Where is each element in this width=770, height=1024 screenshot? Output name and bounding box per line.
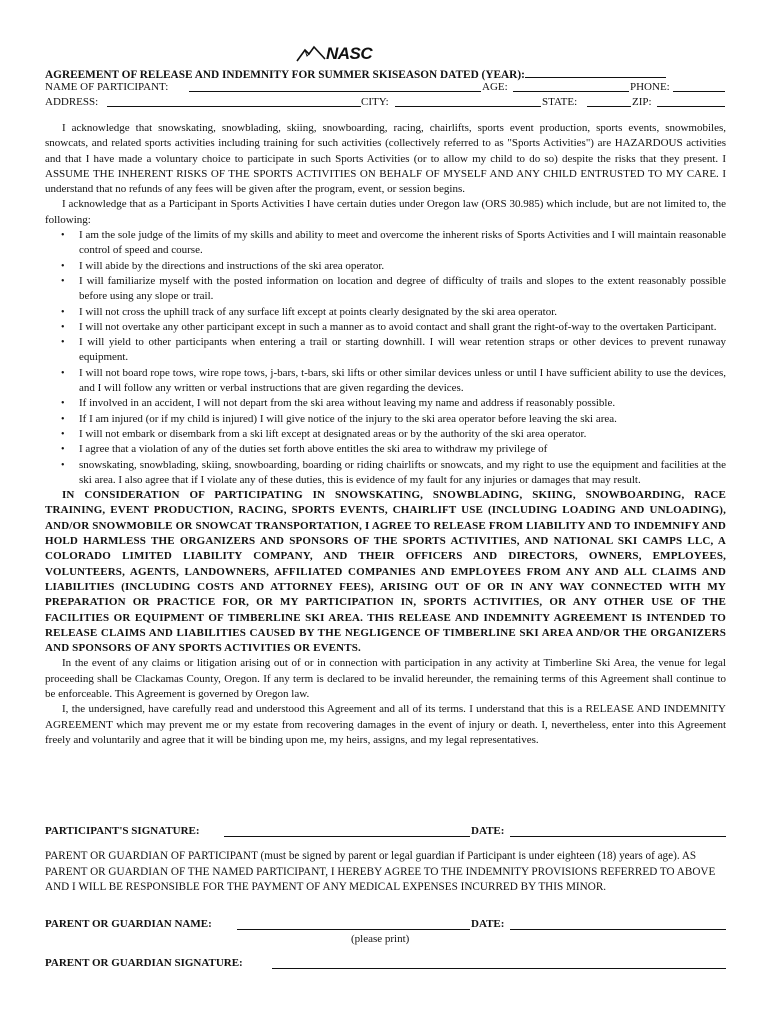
age-label: AGE: xyxy=(482,81,508,93)
agreement-body xyxy=(45,121,726,748)
list-item: • If involved in an accident, I will not depart from the ski area without leaving my name and address if reasonably possible. xyxy=(45,396,726,411)
list-item: • I will yield to other participants when entering a trail or starting downhill. I will wear retention straps or other devices to prevent runaway equipment. xyxy=(45,335,726,366)
list-item: • I will not embark or disembark from a ski lift except at designated areas or by the authority of the ski area operator. xyxy=(45,427,726,442)
list-item: • I will not overtake any other participant except in such a manner as to avoid contact and shall grant the right-of-way to the overtaken Participant. xyxy=(45,320,726,335)
phone-label: PHONE: xyxy=(630,81,670,93)
guardian-date-field[interactable] xyxy=(510,929,726,930)
list-item: • snowskating, snowblading, skiing, snowboarding, boarding or riding chairlifts or snowcats, and my right to use the equipment and facilities at the ski area. I also agree that if I violate any of these duties, this is evidence of my fault for any injuries or damages that may result. xyxy=(45,458,726,489)
state-field[interactable] xyxy=(587,95,631,107)
state-label: STATE: xyxy=(542,96,578,108)
guardian-signature-label: PARENT OR GUARDIAN SIGNATURE: xyxy=(45,957,243,969)
guardian-paragraph: PARENT OR GUARDIAN OF PARTICIPANT (must be signed by parent or legal guardian if Participant is under eighteen (18) years of age). AS PARENT OR GUARDIAN OF THE NAMED PARTICIPANT, I HEREBY AGREE TO THE INDEMNITY PROVISIONS REFERRED TO ABOVE AND I WILL BE RESPONSIBLE FOR THE PAYMENT OF ANY MEDICAL EXPENSES INCURRED BY THIS MINOR. xyxy=(45,850,716,893)
list-item: • I will abide by the directions and instructions of the ski area operator. xyxy=(45,259,726,274)
please-print-hint: (please print) xyxy=(351,933,410,945)
guardian-name-field[interactable] xyxy=(237,929,470,930)
name-label: NAME OF PARTICIPANT: xyxy=(45,81,169,93)
name-field[interactable] xyxy=(189,80,481,92)
duties-intro-paragraph: I acknowledge that as a Participant in Sports Activities I have certain duties under Oregon law (ORS 30.985) which include, but are not limited to, the following: xyxy=(45,198,726,226)
list-item: • I will familiarize myself with the posted information on location and degree of difficulty of trails and slopes to the extent reasonably possible before using any slope or trail. xyxy=(45,274,726,305)
acknowledgement-paragraph: I, the undersigned, have carefully read and understood this Agreement and all of its terms. I understand that this is a RELEASE AND INDEMNITY AGREEMENT which may prevent me or my estate from recovering damages in the event of injury or death. I, nevertheless, enter into this Agreement freely and voluntarily and agree that it will be binding upon me, my heirs, assigns, and my legal representatives. xyxy=(45,703,726,746)
phone-field[interactable] xyxy=(673,80,725,92)
venue-paragraph: In the event of any claims or litigation arising out of or in connection with participation in any activity at Timberline Ski Area, the venue for legal proceeding shall be Clackamas County, Oregon. If any term is declared to be invalid hereunder, the remaining terms of this Agreement shall continue to be enforceable. This Agreement is governed by Oregon law. xyxy=(45,657,726,700)
guardian-name-label: PARENT OR GUARDIAN NAME: xyxy=(45,918,212,930)
address-field[interactable] xyxy=(107,95,361,107)
list-item: • If I am injured (or if my child is injured) I will give notice of the injury to the ski area operator before leaving the ski area. xyxy=(45,412,726,427)
release-clause-paragraph: IN CONSIDERATION OF PARTICIPATING IN SNOWSKATING, SNOWBLADING, SKIING, SNOWBOARDING, RACE TRAINING, EVENT PRODUCTION, RACING, SPORTS EVENTS, CHAIRLIFT USE (INCLUDING LOADING AND UNLOADING), AND/OR SNOWMOBILE OR SNOWCAT TRANSPORTATION, I AGREE TO RELEASE FROM LIABILITY AND TO INDEMNIFY AND HOLD HARMLESS THE ORGANIZERS AND SPONSORS OF THE SPORTS ACTIVITIES, AND NATIONAL SKI CAMPS LLC, A COLORADO LIMITED LIABILITY COMPANY, AND THEIR OFFICERS AND DIRECTORS, OWNERS, EMPLOYEES, VOLUNTEERS, AGENTS, LANDOWNERS, AFFILIATED COMPANIES AND EMPLOYEES FROM ANY AND ALL CLAIMS AND LIABILITIES (INCLUDING COSTS AND ATTORNEY FEES), ARISING OUT OF OR IN ANY WAY CONNECTED WITH MY PREPARATION OR PRACTICE FOR, OR MY PARTICIPATION IN, SPORTS ACTIVITIES, OR ANY OTHER USE OF THE FACILITIES OR EQUIPMENT OF TIMBERLINE SKI AREA. THIS RELEASE AND INDEMNITY AGREEMENT IS INTENDED TO RELEASE CLAIMS AND LIABILITIES CAUSED BY THE NEGLIGENCE OF TIMBERLINE SKI AREA AND/OR THE ORGANIZERS AND SPONSORS OF ANY SPORTS ACTIVITIES OR EVENTS. xyxy=(45,489,726,655)
list-item: • I agree that a violation of any of the duties set forth above entitles the ski area to withdraw my privilege of xyxy=(45,442,726,457)
date-label: DATE: xyxy=(471,918,505,930)
year-field[interactable] xyxy=(525,66,666,78)
risk-acknowledgement-paragraph: I acknowledge that snowskating, snowblading, skiing, snowboarding, racing, chairlifts, sports event production, sports events, snowmobiles, snowcats, and related sports activities including training for such activities (collectively referred to as "Sports Activities") are HAZARDOUS activities and that I have made a voluntary choice to participate in such Sports Activities (or to allow my child to do so) despite the risks that they present. I ASSUME THE INHERENT RISKS OF THE SPORTS ACTIVITIES ON BEHALF OF MYSELF AND ANY CHILD ENTRUSTED TO MY CARE. I understand that no refunds of any fees will be given after the program, event, or session begins. xyxy=(45,122,726,196)
list-item: • I am the sole judge of the limits of my skills and ability to meet and overcome the inherent risks of Sports Activities and I will maintain reasonable control of speed and course. xyxy=(45,228,726,259)
duties-list xyxy=(45,228,726,488)
participant-date-field[interactable] xyxy=(510,836,726,837)
city-label: CITY: xyxy=(361,96,389,108)
zip-label: ZIP: xyxy=(632,96,652,108)
participant-info-row xyxy=(45,80,725,95)
nasc-logo xyxy=(296,44,378,64)
age-field[interactable] xyxy=(513,80,629,92)
guardian-signature-field[interactable] xyxy=(272,968,726,969)
address-row xyxy=(45,95,725,110)
participant-signature-field[interactable] xyxy=(224,836,470,837)
city-field[interactable] xyxy=(395,95,541,107)
address-label: ADDRESS: xyxy=(45,96,99,108)
guardian-name-row xyxy=(45,917,726,933)
date-label: DATE: xyxy=(471,825,505,837)
logo-text: NASC xyxy=(326,44,373,63)
guardian-signature-row xyxy=(45,956,726,972)
participant-signature-label: PARTICIPANT'S SIGNATURE: xyxy=(45,825,200,837)
mountain-logo-icon xyxy=(296,44,326,64)
zip-field[interactable] xyxy=(657,95,725,107)
list-item: • I will not board rope tows, wire rope tows, j-bars, t-bars, ski lifts or other similar devices unless or until I have sufficient ability to use the devices, and I will follow any written or verbal instructions that are given regarding the devices. xyxy=(45,366,726,397)
participant-signature-row xyxy=(45,824,726,840)
list-item: • I will not cross the uphill track of any surface lift except at points clearly designated by the ski area operator. xyxy=(45,305,726,320)
title-text: AGREEMENT OF RELEASE AND INDEMNITY FOR SUMMER SKISEASON DATED (YEAR): xyxy=(45,69,525,81)
